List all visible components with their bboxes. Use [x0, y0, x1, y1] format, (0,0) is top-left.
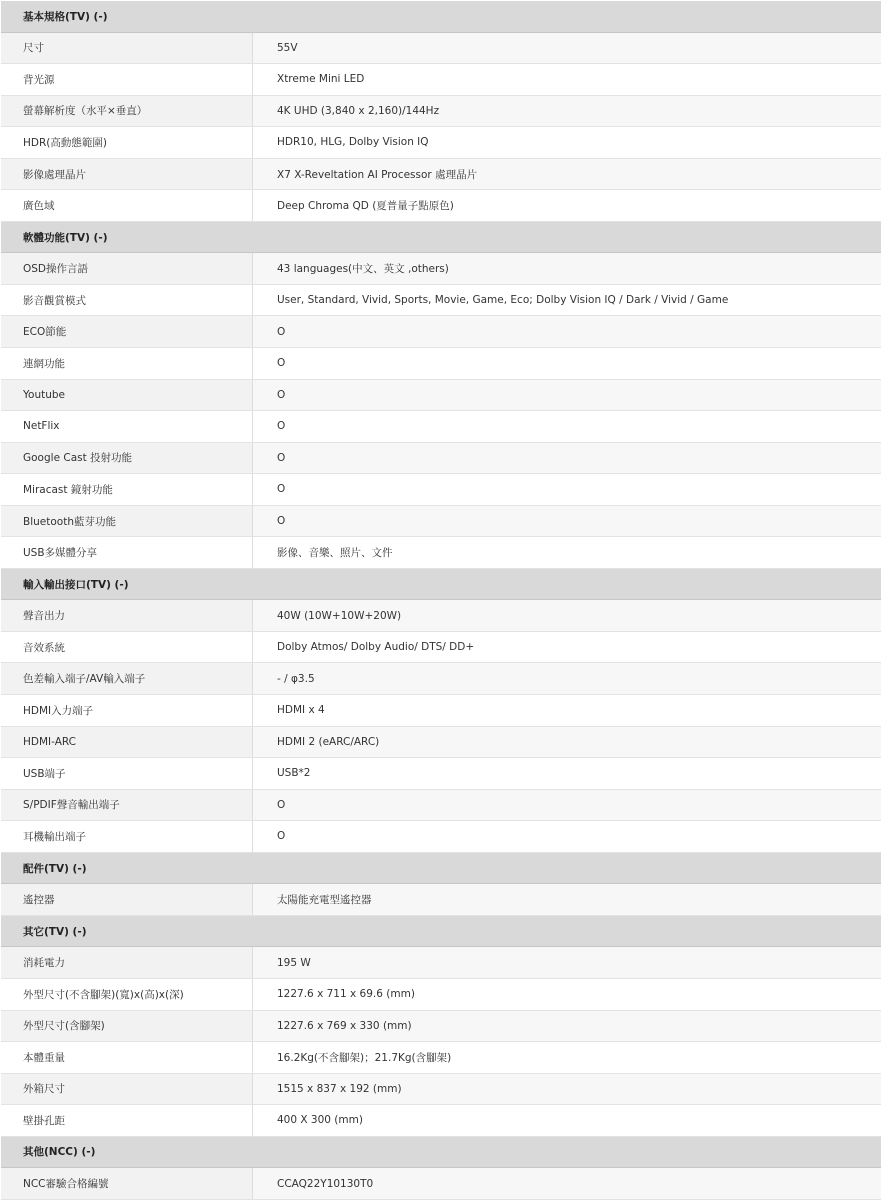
- spec-value: O: [253, 474, 881, 505]
- spec-label: 廣色域: [1, 190, 253, 221]
- spec-table: [1, 1, 881, 1200]
- spec-label: HDMI入力端子: [1, 695, 253, 726]
- spec-value: O: [253, 380, 881, 411]
- spec-row: [1, 758, 881, 790]
- spec-value: O: [253, 821, 881, 852]
- spec-row: [1, 285, 881, 317]
- spec-row: [1, 127, 881, 159]
- spec-label: 消耗電力: [1, 947, 253, 978]
- spec-label: 外箱尺寸: [1, 1074, 253, 1105]
- section-title: 基本規格(TV) (-): [23, 10, 108, 23]
- spec-row: [1, 316, 881, 348]
- spec-row: [1, 537, 881, 569]
- spec-value: 195 W: [253, 947, 881, 978]
- spec-row: [1, 1074, 881, 1106]
- spec-row: [1, 474, 881, 506]
- spec-value: HDMI 2 (eARC/ARC): [253, 727, 881, 758]
- spec-label: 外型尺寸(不含腳架)(寬)x(高)x(深): [1, 979, 253, 1010]
- spec-row: [1, 727, 881, 759]
- spec-label: 背光源: [1, 64, 253, 95]
- spec-label: 聲音出力: [1, 600, 253, 631]
- spec-value: User, Standard, Vivid, Sports, Movie, Game, Eco; Dolby Vision IQ / Dark / Vivid / Game: [253, 285, 881, 316]
- spec-row: [1, 1011, 881, 1043]
- spec-label: 色差輸入端子/AV輸入端子: [1, 663, 253, 694]
- spec-value: O: [253, 506, 881, 537]
- section-header: [1, 853, 881, 885]
- section-header: [1, 1, 881, 33]
- spec-value: USB*2: [253, 758, 881, 789]
- spec-label: 遙控器: [1, 884, 253, 915]
- spec-label: NetFlix: [1, 411, 253, 442]
- spec-row: [1, 64, 881, 96]
- spec-value: O: [253, 348, 881, 379]
- spec-value: HDR10, HLG, Dolby Vision IQ: [253, 127, 881, 158]
- spec-row: [1, 380, 881, 412]
- spec-row: [1, 600, 881, 632]
- spec-value: O: [253, 790, 881, 821]
- section-title: 輸入輸出接口(TV) (-): [23, 578, 129, 591]
- spec-row: [1, 348, 881, 380]
- spec-row: [1, 253, 881, 285]
- spec-row: [1, 790, 881, 822]
- spec-row: [1, 1168, 881, 1200]
- spec-row: [1, 159, 881, 191]
- spec-value: 影像、音樂、照片、文件: [253, 537, 881, 568]
- spec-row: [1, 663, 881, 695]
- spec-value: X7 X-Reveltation AI Processor 處理晶片: [253, 159, 881, 190]
- spec-value: O: [253, 411, 881, 442]
- section-header: [1, 1137, 881, 1169]
- spec-value: 太陽能充電型遙控器: [253, 884, 881, 915]
- spec-row: [1, 443, 881, 475]
- spec-value: O: [253, 443, 881, 474]
- spec-label: 連網功能: [1, 348, 253, 379]
- section-title: 其他(NCC) (-): [23, 1146, 96, 1159]
- spec-row: [1, 96, 881, 128]
- spec-value: Xtreme Mini LED: [253, 64, 881, 95]
- spec-label: HDR(高動態範圍): [1, 127, 253, 158]
- spec-value: - / φ3.5: [253, 663, 881, 694]
- spec-value: 40W (10W+10W+20W): [253, 600, 881, 631]
- spec-row: [1, 632, 881, 664]
- spec-label: 壁掛孔距: [1, 1105, 253, 1136]
- spec-value: 4K UHD (3,840 x 2,160)/144Hz: [253, 96, 881, 127]
- spec-value: 16.2Kg(不含腳架)；21.7Kg(含腳架): [253, 1042, 881, 1073]
- spec-value: 1227.6 x 711 x 69.6 (mm): [253, 979, 881, 1010]
- spec-label: Youtube: [1, 380, 253, 411]
- spec-row: [1, 1105, 881, 1137]
- spec-label: 本體重量: [1, 1042, 253, 1073]
- spec-label: Miracast 鏡射功能: [1, 474, 253, 505]
- spec-row: [1, 506, 881, 538]
- spec-value: O: [253, 316, 881, 347]
- spec-value: Deep Chroma QD (夏普量子點原色): [253, 190, 881, 221]
- spec-label: 螢幕解析度（水平×垂直）: [1, 96, 253, 127]
- spec-label: USB多媒體分享: [1, 537, 253, 568]
- spec-value: 43 languages(中文、英文 ,others): [253, 253, 881, 284]
- spec-row: [1, 190, 881, 222]
- spec-value: Dolby Atmos/ Dolby Audio/ DTS/ DD+: [253, 632, 881, 663]
- spec-label: 耳機輸出端子: [1, 821, 253, 852]
- spec-label: 外型尺寸(含腳架): [1, 1011, 253, 1042]
- spec-label: Bluetooth藍芽功能: [1, 506, 253, 537]
- spec-label: 影像處理晶片: [1, 159, 253, 190]
- spec-row: [1, 411, 881, 443]
- spec-label: ECO節能: [1, 316, 253, 347]
- section-header: [1, 222, 881, 254]
- spec-row: [1, 884, 881, 916]
- spec-row: [1, 1042, 881, 1074]
- spec-value: 1227.6 x 769 x 330 (mm): [253, 1011, 881, 1042]
- section-header: [1, 916, 881, 948]
- spec-row: [1, 695, 881, 727]
- section-title: 其它(TV) (-): [23, 925, 87, 938]
- spec-label: 音效系統: [1, 632, 253, 663]
- spec-row: [1, 821, 881, 853]
- section-title: 軟體功能(TV) (-): [23, 231, 108, 244]
- spec-value: 55V: [253, 33, 881, 64]
- spec-label: S/PDIF聲音輸出端子: [1, 790, 253, 821]
- spec-row: [1, 947, 881, 979]
- spec-value: 400 X 300 (mm): [253, 1105, 881, 1136]
- spec-label: NCC審驗合格編號: [1, 1168, 253, 1199]
- section-title: 配件(TV) (-): [23, 862, 87, 875]
- spec-label: 尺寸: [1, 33, 253, 64]
- spec-value: HDMI x 4: [253, 695, 881, 726]
- spec-value: CCAQ22Y10130T0: [253, 1168, 881, 1199]
- spec-label: OSD操作言語: [1, 253, 253, 284]
- spec-label: HDMI-ARC: [1, 727, 253, 758]
- spec-label: 影音觀賞模式: [1, 285, 253, 316]
- spec-label: Google Cast 投射功能: [1, 443, 253, 474]
- spec-label: USB端子: [1, 758, 253, 789]
- spec-value: 1515 x 837 x 192 (mm): [253, 1074, 881, 1105]
- spec-row: [1, 979, 881, 1011]
- spec-row: [1, 33, 881, 65]
- section-header: [1, 569, 881, 601]
